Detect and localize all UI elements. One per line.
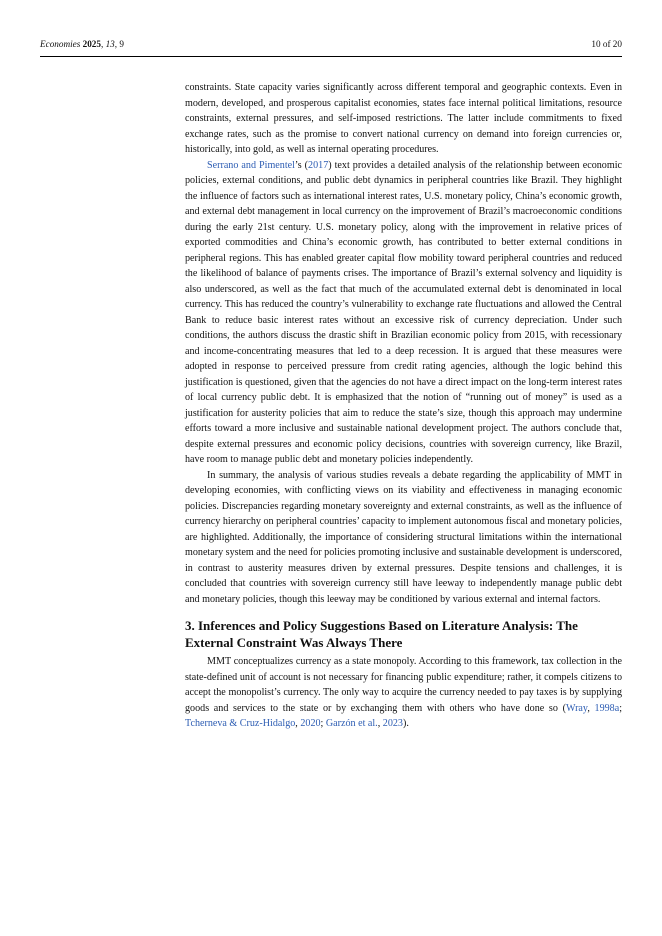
possessive-text: ’s ( xyxy=(294,159,309,171)
citation-garzon[interactable]: Garzón et al. xyxy=(325,718,378,729)
paragraph-4 xyxy=(185,654,622,732)
sep: ; xyxy=(619,702,622,714)
closing: ). xyxy=(402,718,409,729)
sep: , xyxy=(295,718,301,729)
citation-year-2017[interactable]: 2017 xyxy=(308,159,329,171)
page-number: 10 of 20 xyxy=(591,39,622,49)
sep: ; xyxy=(320,718,326,729)
sep: , xyxy=(377,718,383,729)
citation-wray-year[interactable]: 1998a xyxy=(594,702,620,714)
journal-citation: Economies 2025, 13, 9 xyxy=(40,39,124,49)
paragraph-3: In summary, the analysis of various studies reveals a debate regarding the applicability of MMT in developing economies, with conflicting views on its viability and effectiveness in managing economic policies. Discrepancies regarding monetary sovereignty and external constraints, as well as the influence of currency hierarchy on peripheral countries’ capacity to implement autonomous fiscal and monetary policies, are highlighted. Additionally, the importance of considering structural limitations within the international monetary system and the need for policies promoting inclusive and sustainable development is underscored, in contrast to austerity measures driven by external pressures. Despite tensions and challenges, it is concluded that countries with sovereign currency still have leeway to independently manage public debt and monetary policies, though this leeway may be conditioned by various external and internal factors. xyxy=(185,469,622,605)
citation-wray[interactable]: Wray xyxy=(565,702,588,714)
journal-year: 2025 xyxy=(82,39,101,49)
article-body xyxy=(185,80,622,732)
paragraph-2 xyxy=(185,158,622,468)
journal-volume: 13 xyxy=(105,39,115,49)
section-heading: 3. Inferences and Policy Suggestions Based on Literature Analysis: The External Constraint Was Always There xyxy=(185,618,578,650)
running-header xyxy=(40,37,622,57)
citation-tcherneva[interactable]: Tcherneva & Cruz-Hidalgo xyxy=(185,718,296,729)
header-rule xyxy=(40,56,622,57)
citation-garzon-year[interactable]: 2023 xyxy=(382,718,403,729)
citation-tcherneva-year[interactable]: 2020 xyxy=(300,718,321,729)
citation-serrano-pimentel[interactable]: Serrano and Pimentel xyxy=(207,159,295,171)
journal-name: Economies xyxy=(40,39,81,49)
paragraph-1: constraints. State capacity varies significantly across different temporal and geographic contexts. Even in modern, developed, and prosperous capitalist economies, states face internal political limitations, resource constraints, external pressures, and self-imposed restrictions. The latter include commitments to fixed exchange rates, such as the promise to convert national currency on demand into foreign currencies or, historically, into gold, as well as internal operating procedures. xyxy=(185,82,622,155)
journal-issue: 9 xyxy=(119,39,124,49)
paragraph-2-text: ) text provides a detailed analysis of the relationship between economic policies, external conditions, and public debt dynamics in peripheral countries like Brazil. They highlight the influence of factors such as international interest rates, U.S. monetary policy, China’s economic growth, and external debt management in local currency on the improvement of Brazil’s macroeconomic conditions during the early 21st century. U.S. monetary policy, along with the improvement in relative prices of exported commodities and China’s economic growth, has contributed to better external conditions in peripheral regions. This has enabled greater capital flow mobility toward peripheral countries and reduced the likelihood of balance of payments crises. The importance of Brazil’s external solvency and liquidity is also underscored, as well as the fact that much of the accumulated external debt is denominated in local currency. This has reduced the country’s vulnerability to exchange rate fluctuations and allowed the Central Bank to reduce basic interest rates without an excessive risk of currency depreciation. Under such conditions, the authors discuss the drastic shift in Brazilian economic policy from 2015, with recessionary and income-concentrating measures that led to a deep recession. It is argued that these measures were adopted in response to perceived pressure from credit rating agencies, although the logic behind this justification is questioned, given that the agencies do not have a direct impact on the long-term interest rates of local currency public debt. It is emphasized that the notion of “running out of money” is used as a justification for austerity policies that aim to reduce the state’s size, though this approach may undermine efforts toward a more inclusive and sustainable national development project. The authors conclude that, despite external pressures and economic policy decisions, countries with sovereign currency, like Brazil, have room to manage public debt and monetary policies independently. xyxy=(185,159,622,465)
sep: , xyxy=(587,702,595,714)
paragraph-4-text: MMT conceptualizes currency as a state monopoly. According to this framework, tax collection in the state-defined unit of account is not necessary for financing public expenditure; rather, it compels citizens to accept the monopolist’s currency. The only way to acquire the currency needed to pay taxes is by supplying goods and services to the state or by exchanging them with others who have done so ( xyxy=(185,656,622,714)
